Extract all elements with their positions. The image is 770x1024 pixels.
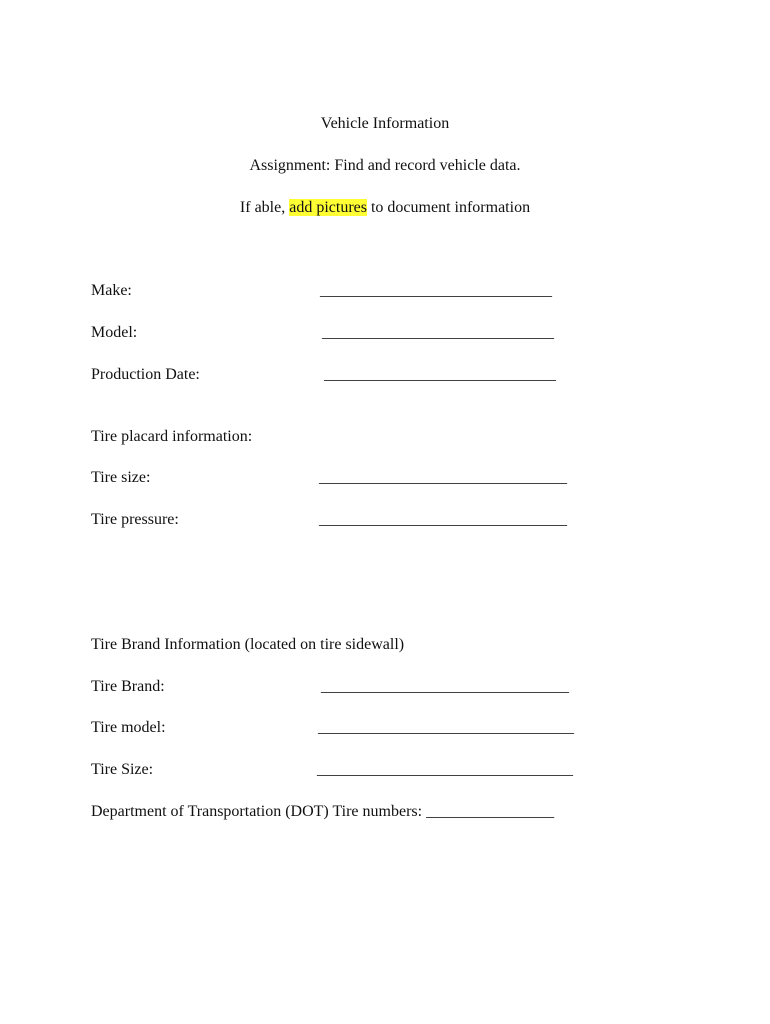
tire-brand-field[interactable]: _______________________________	[321, 678, 569, 695]
tire-pressure-label: Tire pressure:	[91, 511, 179, 528]
tire-size-brand-field[interactable]: ________________________________	[317, 761, 573, 778]
model-field[interactable]: _____________________________	[322, 324, 554, 341]
make-label: Make:	[91, 282, 132, 299]
dot-label: Department of Transportation (DOT) Tire numbers:	[91, 803, 427, 820]
instruction-highlight: add pictures	[289, 199, 367, 216]
production-date-label: Production Date:	[91, 366, 200, 383]
dot-field[interactable]: ________________	[426, 803, 555, 820]
document-title: Vehicle Information	[320, 115, 450, 132]
tire-model-label: Tire model:	[91, 719, 166, 736]
tire-model-field[interactable]: ________________________________	[318, 719, 574, 736]
placard-heading: Tire placard information:	[91, 428, 253, 445]
tire-size-field[interactable]: _______________________________	[319, 469, 567, 486]
tire-size-label: Tire size:	[91, 469, 151, 486]
instruction-prefix: If able,	[239, 199, 290, 216]
instruction-suffix: to document information	[366, 199, 531, 216]
tire-brand-label: Tire Brand:	[91, 678, 165, 695]
tire-pressure-field[interactable]: _______________________________	[319, 511, 567, 528]
assignment-line: Assignment: Find and record vehicle data.	[249, 157, 521, 174]
instruction-line	[0, 198, 770, 218]
make-field[interactable]: _____________________________	[320, 282, 552, 299]
tire-size-brand-label: Tire Size:	[91, 761, 154, 778]
production-date-field[interactable]: _____________________________	[324, 366, 556, 383]
brand-heading: Tire Brand Information (located on tire sidewall)	[91, 636, 405, 653]
dot-line	[91, 802, 554, 822]
model-label: Model:	[91, 324, 138, 341]
